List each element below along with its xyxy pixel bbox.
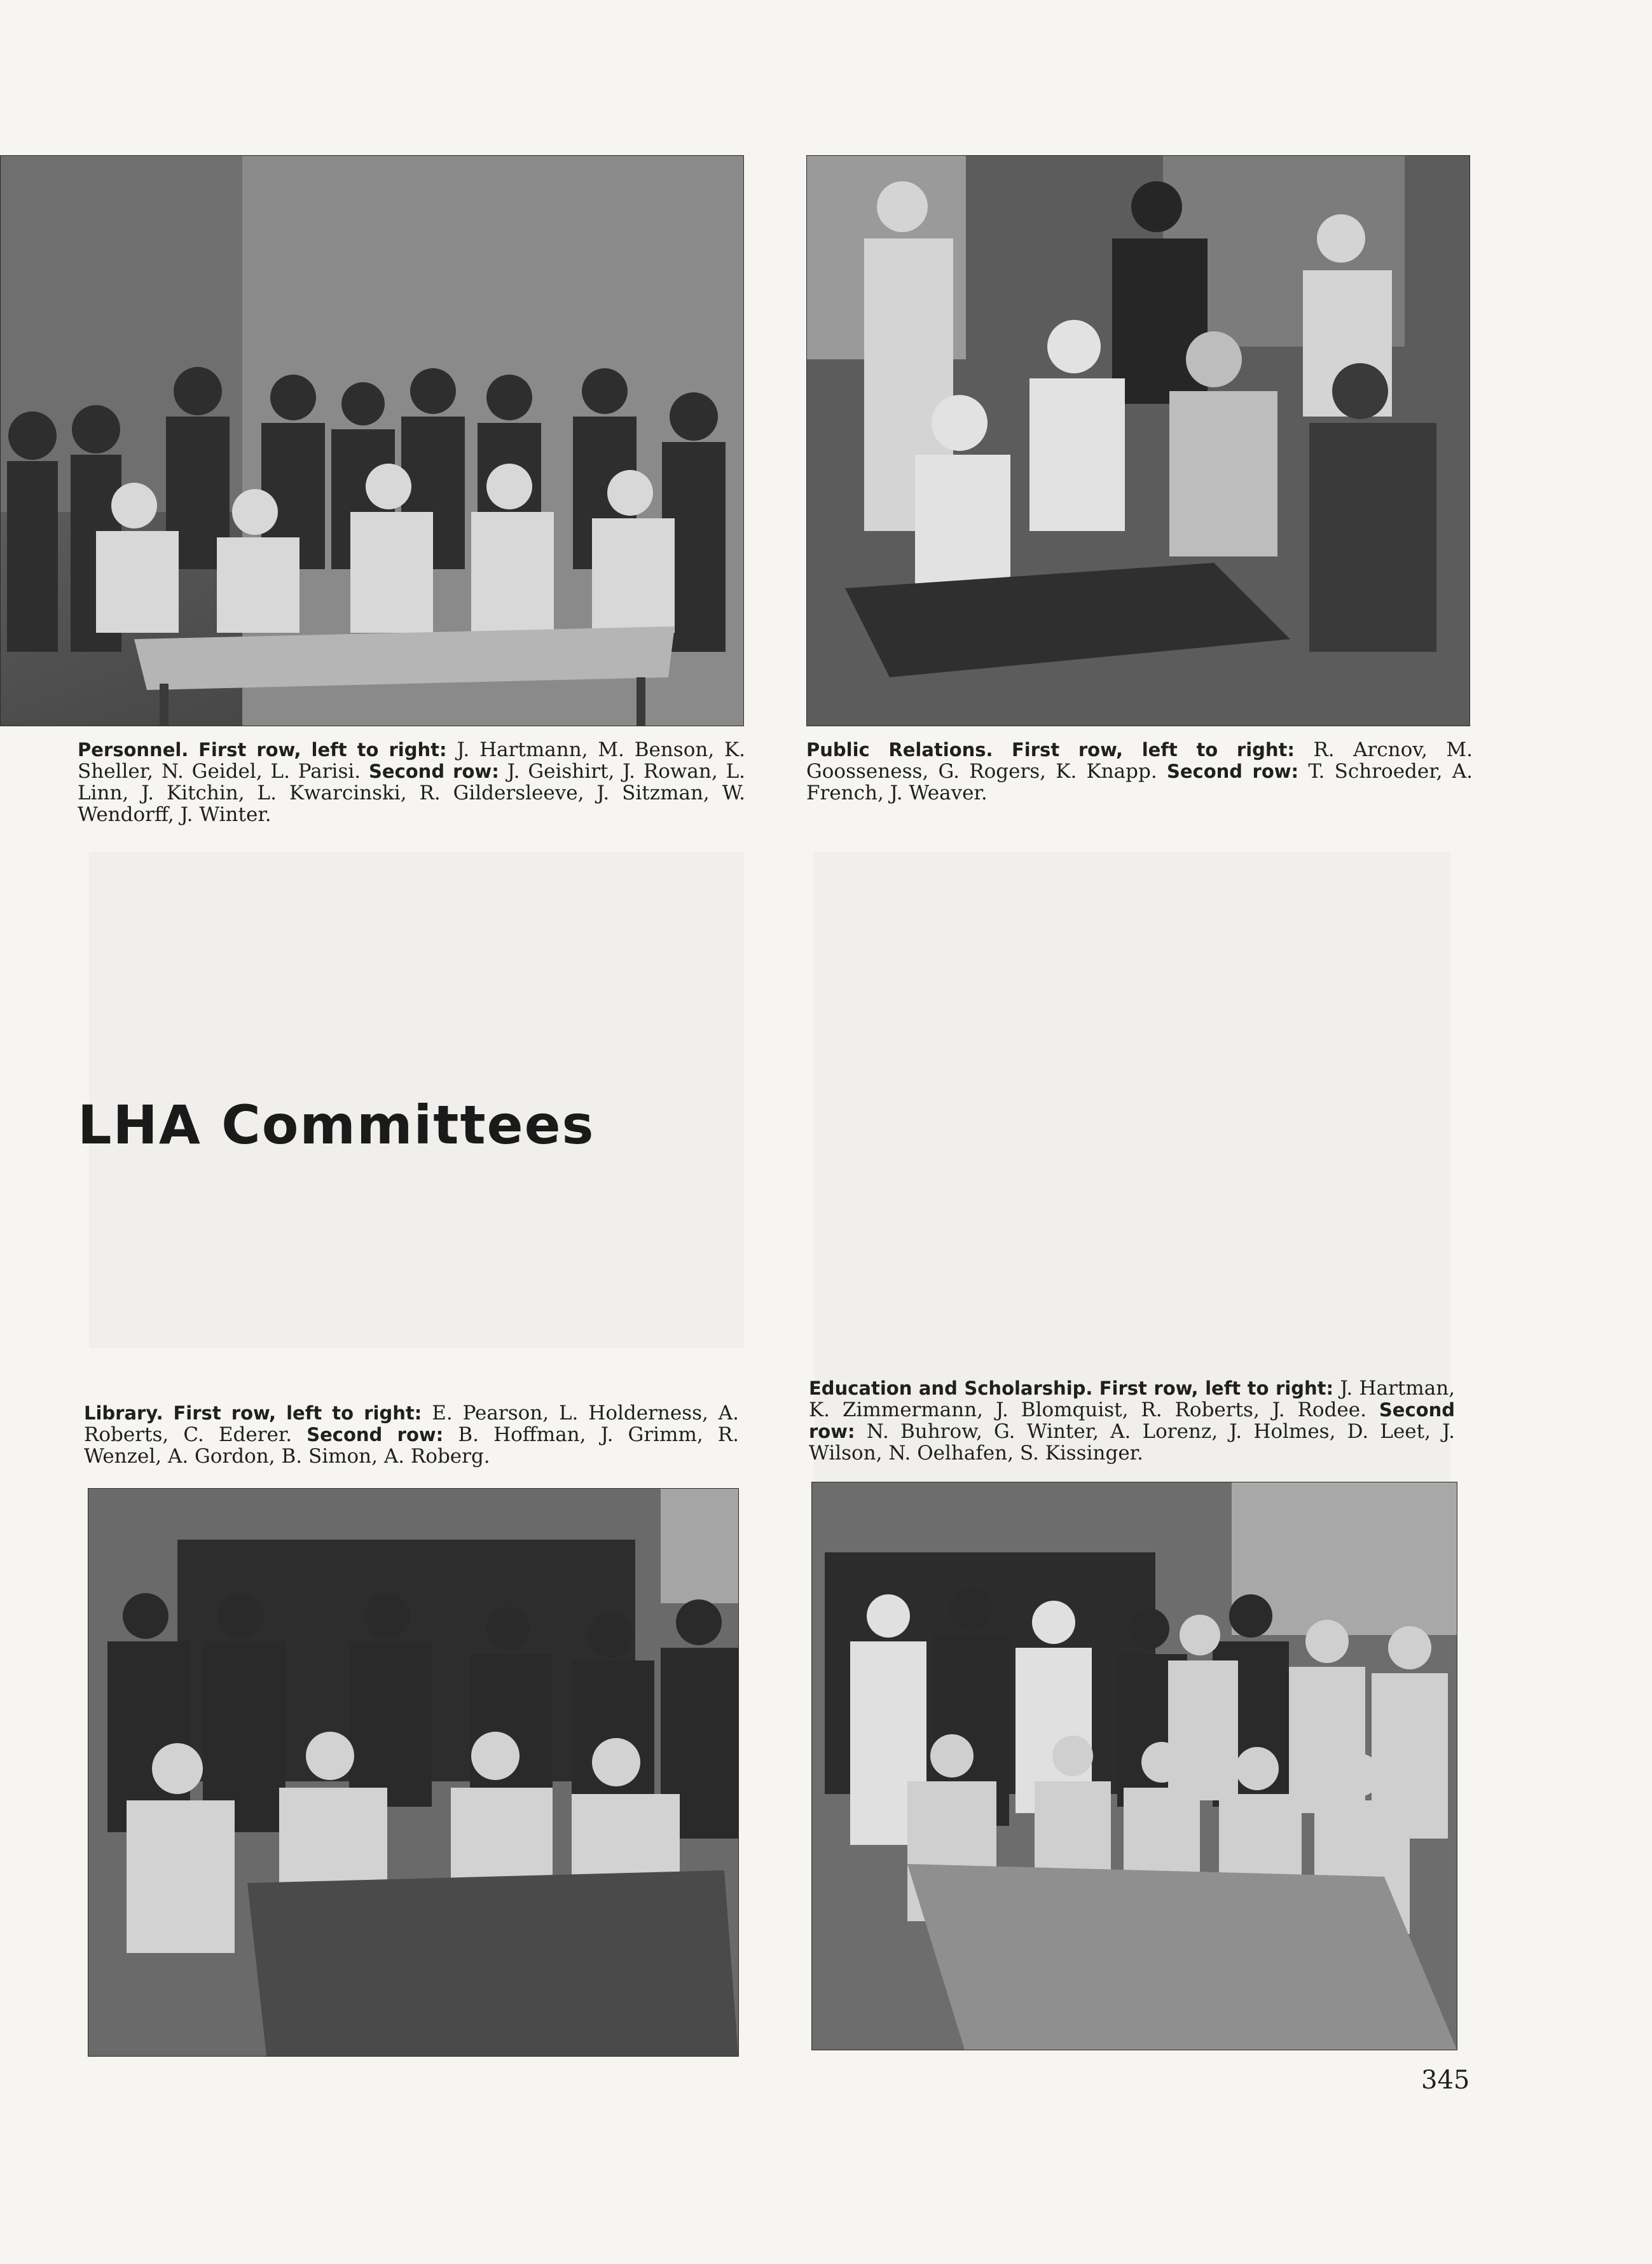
group-photo-icon	[1, 156, 743, 726]
caption-row1-label: First row, left to right:	[173, 1402, 422, 1424]
caption-row2-names: T. Schroeder, A. French, J. Weaver.	[806, 760, 1473, 804]
caption-row2-label: Second row:	[369, 761, 499, 782]
caption-row1-label: First row, left to right:	[1012, 739, 1295, 761]
caption-row2-names: J. Geishirt, J. Rowan, L. Linn, J. Kitchin, L. Kwarcinski, R. Gildersleeve, J. Sitzman, W. Wendorff, J. Winter.	[78, 760, 746, 826]
caption-title: Public Relations.	[806, 739, 993, 761]
page-number: 345	[1421, 2066, 1470, 2095]
caption-row1-names: E. Pearson, L. Holderness, A. Roberts, C. Ederer.	[84, 1402, 740, 1446]
caption-title: Library.	[84, 1402, 163, 1424]
page-title: LHA Committees	[78, 1094, 595, 1156]
library-caption	[84, 1402, 739, 1467]
personnel-photo	[0, 155, 744, 726]
public-relations-caption	[806, 739, 1473, 804]
caption-row2-label: Second row:	[809, 1399, 1455, 1442]
caption-row2-label: Second row:	[1166, 761, 1299, 782]
personnel-caption	[78, 739, 745, 825]
group-photo-icon	[88, 1489, 738, 2056]
education-scholarship-photo	[811, 1482, 1457, 2050]
library-photo	[88, 1488, 739, 2057]
group-photo-icon	[812, 1482, 1457, 2050]
group-photo-icon	[807, 156, 1470, 726]
caption-row1-label: First row, left to right:	[1099, 1377, 1334, 1399]
caption-row1-label: First row, left to right:	[198, 739, 447, 761]
caption-row2-label: Second row:	[306, 1424, 444, 1446]
public-relations-photo	[806, 155, 1470, 726]
caption-title: Personnel.	[78, 739, 189, 761]
caption-title: Education and Scholarship.	[809, 1377, 1093, 1399]
caption-row2-names: N. Buhrow, G. Winter, A. Lorenz, J. Holmes, D. Leet, J. Wilson, N. Oelhafen, S. Kissinger.	[809, 1420, 1455, 1465]
caption-row1-names: R. Arcnov, M. Goosseness, G. Rogers, K. Knapp.	[806, 738, 1473, 783]
caption-row2-names: B. Hoffman, J. Grimm, R. Wenzel, A. Gordon, B. Simon, A. Roberg.	[84, 1423, 739, 1468]
caption-row1-names: J. Hartman, K. Zimmermann, J. Blomquist, R. Roberts, J. Rodee.	[809, 1377, 1456, 1421]
caption-row1-names: J. Hartmann, M. Benson, K. Sheller, N. Geidel, L. Parisi.	[78, 738, 745, 783]
education-scholarship-caption	[809, 1377, 1455, 1464]
